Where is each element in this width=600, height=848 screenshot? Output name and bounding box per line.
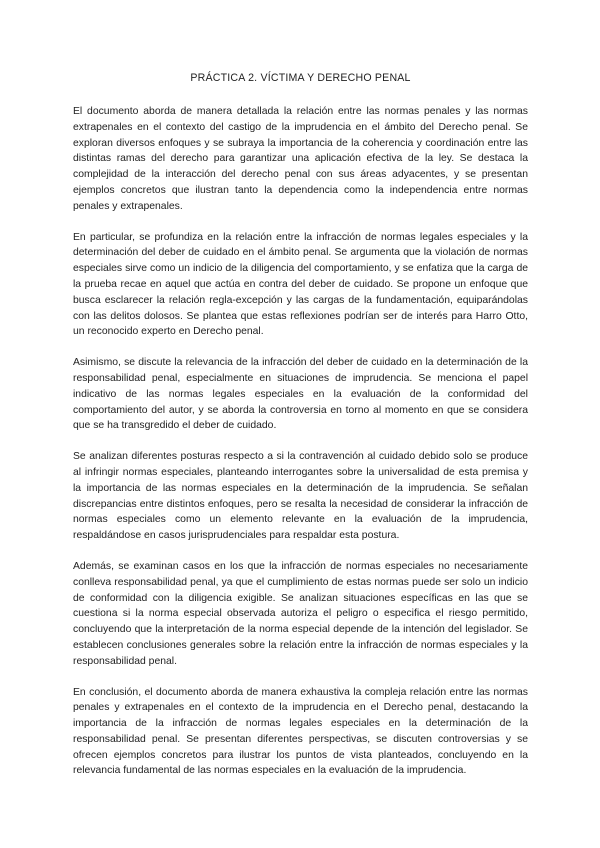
document-title: PRÁCTICA 2. VÍCTIMA Y DERECHO PENAL: [190, 72, 411, 84]
paragraph-6: En conclusión, el documento aborda de manera exhaustiva la compleja relación entre las normas penales y extrapenales en el contexto de la imprudencia en el Derecho penal, destacando la importancia de la infracción de normas legales especiales en la determinación de la responsabilidad penal. Se presentan diferentes perspectivas, se discuten controversias y se ofrecen ejemplos concretos para ilustrar los puntos de vista planteados, concluyendo en la relevancia fundamental de las normas especiales en la evaluación de la imprudencia.: [73, 686, 528, 777]
paragraph-1: El documento aborda de manera detallada la relación entre las normas penales y las normas extrapenales en el contexto del castigo de la imprudencia en el ámbito del Derecho penal. Se exploran diversos enfoques y se subraya la importancia de la coherencia y coordinación entre las distintas ramas del derecho para garantizar una aplicación efectiva de la ley. Se destaca la complejidad de la interacción del derecho penal con sus áreas adyacentes, y se presentan ejemplos concretos que ilustran tanto la dependencia como la independencia entre normas penales y extrapenales.: [73, 106, 528, 212]
paragraph-4: Se analizan diferentes posturas respecto a si la contravención al cuidado debido solo se produce al infringir normas especiales, planteando interrogantes sobre la universalidad de esta premisa y la importancia de las normas especiales en la determinación de la imprudencia. Se señalan discrepancias entre distintos enfoques, pero se resalta la necesidad de considerar la infracción de normas especiales como un elemento relevante en la evaluación de la imprudencia, respaldándose en casos jurisprudenciales para respaldar esta postura.: [73, 451, 528, 542]
paragraph-3: Asimismo, se discute la relevancia de la infracción del deber de cuidado en la determinación de la responsabilidad penal, especialmente en situaciones de imprudencia. Se menciona el papel indicativo de las normas legales especiales en la evaluación de la conformidad del comportamiento del autor, y se aborda la controversia en torno al momento en que se considera que se ha transgredido el deber de cuidado.: [73, 357, 528, 432]
paragraph-5: Además, se examinan casos en los que la infracción de normas especiales no necesariamente conlleva responsabilidad penal, ya que el cumplimiento de estas normas puede ser solo un indicio de conformidad con la diligencia exigible. Se analizan situaciones específicas en las que se cuestiona si la norma especial observada autoriza el peligro o especifica el riesgo permitido, concluyendo que la interpretación de la norma especial depende de la intención del legislador. Se establecen conclusiones generales sobre la relación entre la infracción de normas especiales y la responsabilidad penal.: [73, 560, 528, 667]
paragraph-2: En particular, se profundiza en la relación entre la infracción de normas legales especiales y la determinación del deber de cuidado en el ámbito penal. Se argumenta que la violación de normas especiales sirve como un indicio de la diligencia del comportamiento, y se enfatiza que la carga de la prueba recae en aquel que actúa en contra del deber de cuidado. Se propone un enfoque que busca esclarecer la relación regla-excepción y las cargas de la fundamentación, equiparándolas con las delitos dolosos. Se plantea que estas reflexiones podrían ser de interés para Harro Otto, un reconocido experto en Derecho penal.: [73, 231, 528, 338]
